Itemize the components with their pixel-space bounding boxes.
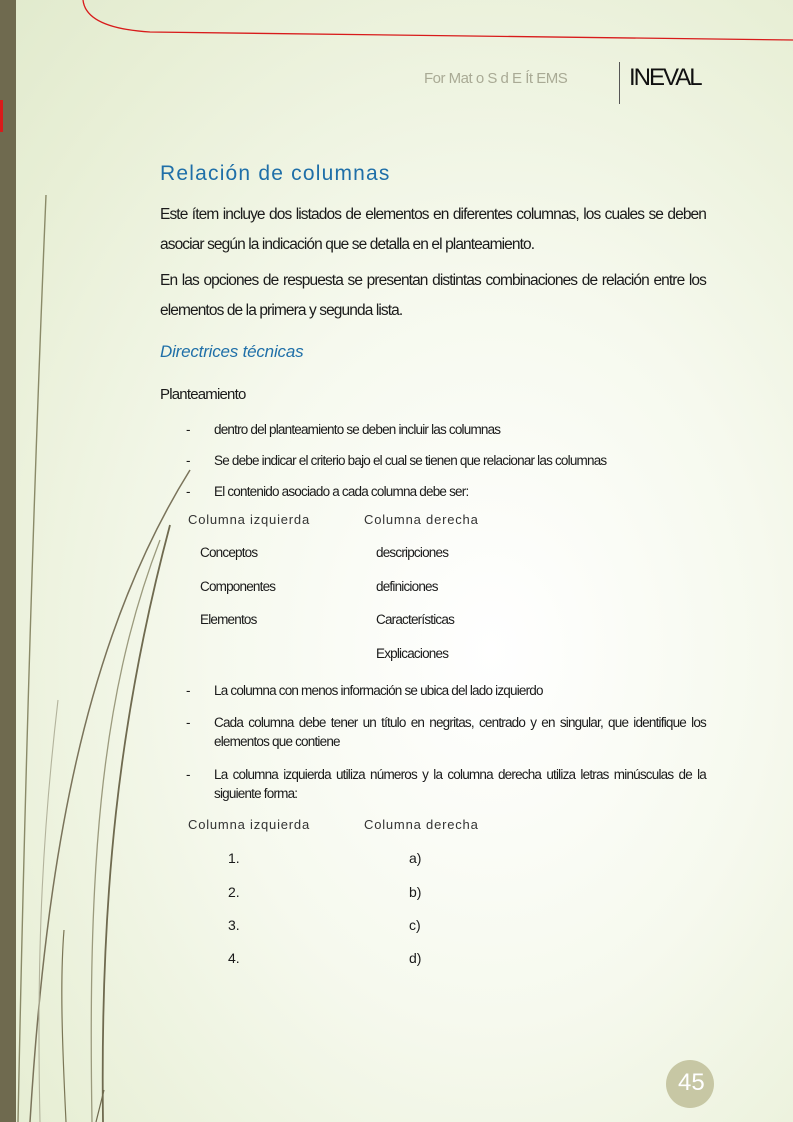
section-subtitle: Directrices técnicas bbox=[160, 342, 304, 361]
bullet-text: Se debe indicar el criterio bajo el cual se tienen que relacionar las columnas bbox=[214, 453, 607, 468]
header-formatos: For Mat o S d E Ít EMS bbox=[424, 70, 568, 87]
bullet-dash: - bbox=[186, 484, 190, 499]
header-divider bbox=[619, 62, 620, 104]
page-number: 45 bbox=[678, 1069, 705, 1096]
table2-left-header: Columna izquierda bbox=[188, 817, 310, 832]
table1-right-cell: Explicaciones bbox=[376, 646, 449, 661]
bullet-dash: - bbox=[186, 767, 190, 782]
grass-stroke-long bbox=[103, 525, 170, 1122]
table2-right-header: Columna derecha bbox=[364, 817, 479, 832]
red-curve-line bbox=[83, 0, 793, 40]
table2-left-cell: 4. bbox=[228, 950, 240, 966]
table2-left-cell: 3. bbox=[228, 917, 240, 933]
bullet-text: La columna con menos información se ubica del lado izquierdo bbox=[214, 683, 543, 698]
intro-paragraph-2: En las opciones de respuesta se presentan distintas combinaciones de relación entre los elementos de la primera y segunda lista. bbox=[160, 272, 706, 319]
page-title: Relación de columnas bbox=[160, 162, 391, 185]
bullet-dash: - bbox=[186, 715, 190, 730]
bullet-dash: - bbox=[186, 683, 190, 698]
bullet-item bbox=[186, 482, 706, 501]
bullet-text: El contenido asociado a cada columna debe ser: bbox=[214, 484, 469, 499]
grass-stroke-long-2 bbox=[91, 540, 160, 1122]
table2-right-cell: d) bbox=[409, 950, 422, 966]
table2-right-cell: c) bbox=[409, 917, 421, 933]
intro-paragraph-1: Este ítem incluye dos listados de elementos en diferentes columnas, los cuales se deben asociar según la indicación que se detalla en el planteamiento. bbox=[160, 206, 706, 253]
table1-right-cell: Características bbox=[376, 612, 455, 627]
section-heading: Planteamiento bbox=[160, 386, 246, 403]
table2-left-cell: 1. bbox=[228, 850, 240, 866]
table1-right-header: Columna derecha bbox=[364, 512, 479, 527]
table1-left-cell: Conceptos bbox=[200, 545, 258, 560]
grass-stroke-small bbox=[62, 930, 66, 1122]
table1-right-cell: definiciones bbox=[376, 579, 438, 594]
bullet-dash: - bbox=[186, 453, 190, 468]
brand-logo-text: INEVAL bbox=[629, 64, 701, 91]
bullet-item bbox=[186, 681, 706, 700]
bullet-item bbox=[186, 451, 706, 470]
bullet-item bbox=[186, 765, 706, 803]
table1-right-cell: descripciones bbox=[376, 545, 449, 560]
bullet-text: dentro del planteamiento se deben incluir las columnas bbox=[214, 422, 501, 437]
bullet-item bbox=[186, 420, 706, 439]
table1-left-cell: Componentes bbox=[200, 579, 276, 594]
bullet-text: La columna izquierda utiliza números y la columna derecha utiliza letras minúsculas de la siguiente forma: bbox=[214, 767, 706, 801]
bullet-item bbox=[186, 713, 706, 751]
table2-right-cell: a) bbox=[409, 850, 422, 866]
grass-stroke-center bbox=[30, 470, 190, 1122]
bullet-text: Cada columna debe tener un título en negritas, centrado y en singular, que identifique los elementos que contiene bbox=[214, 715, 706, 749]
table2-left-cell: 2. bbox=[228, 884, 240, 900]
grass-stroke-short bbox=[39, 700, 58, 1122]
table1-left-cell: Elementos bbox=[200, 612, 257, 627]
table1-left-header: Columna izquierda bbox=[188, 512, 310, 527]
bullet-dash: - bbox=[186, 422, 190, 437]
table2-right-cell: b) bbox=[409, 884, 422, 900]
